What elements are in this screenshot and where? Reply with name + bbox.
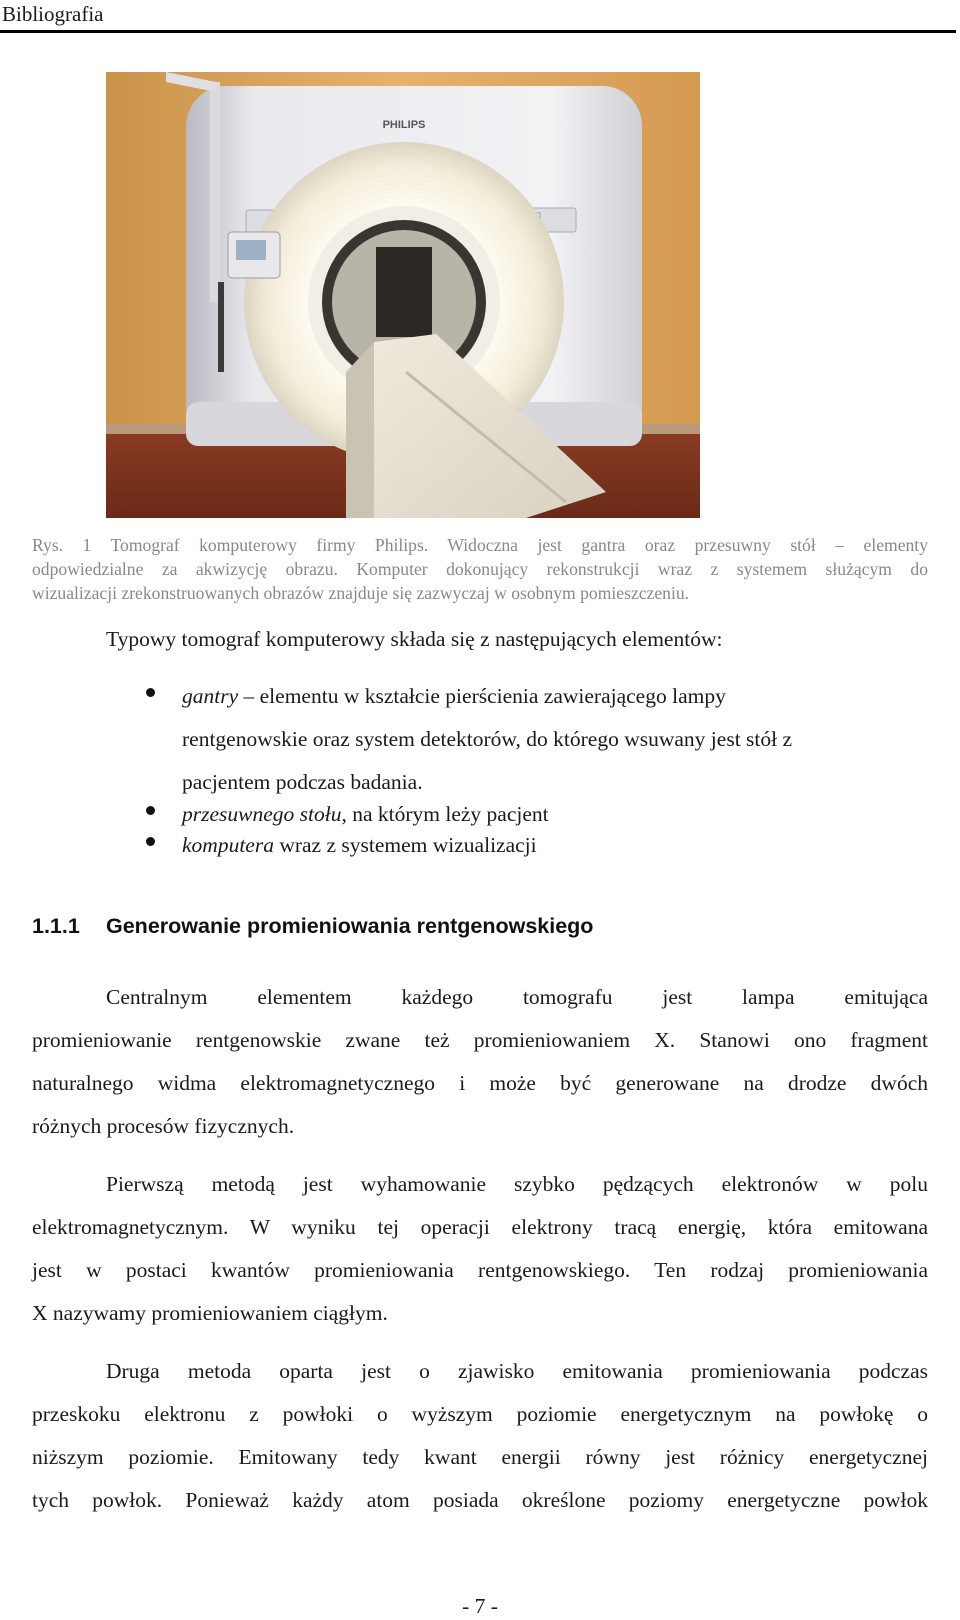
list-term: przesuwnego stołu — [182, 802, 342, 826]
list-text: , na którym leży pacjent — [341, 802, 549, 826]
paragraph-line: elektromagnetycznym. W wyniku tej operacji elektrony tracą energię, która emitowana — [32, 1215, 928, 1239]
paragraph-line: Pierwszą metodą jest wyhamowanie szybko pędzących elektronów w polu — [106, 1172, 928, 1196]
paragraph-line: naturalnego widma elektromagnetycznego i może być generowane na drodze dwóch — [32, 1071, 928, 1095]
caption-line: Rys. 1 Tomograf komputerowy firmy Philips. Widoczna jest gantra oraz przesuwny stół – elementy — [32, 535, 928, 555]
paragraph-line: Centralnym elementem każdego tomografu jest lampa emitująca — [106, 985, 928, 1009]
list-text: wraz z systemem wizualizacji — [273, 833, 537, 857]
bullet-icon — [146, 688, 155, 697]
bullet-icon — [146, 837, 155, 846]
paragraph-line: promieniowanie rentgenowskie zwane też promieniowaniem X. Stanowi ono fragment — [32, 1028, 928, 1052]
list-item-continuation: rentgenowskie oraz system detektorów, do którego wsuwany jest stół z — [182, 727, 793, 751]
list-item — [182, 684, 726, 709]
brand-label: PHILIPS — [382, 119, 426, 131]
page-number: - 7 - — [462, 1594, 498, 1618]
page-header — [0, 0, 956, 33]
section-number: 1.1.1 — [32, 914, 80, 938]
header-title: Bibliografia — [2, 2, 104, 26]
bullet-icon — [146, 806, 155, 815]
paragraph-line: tych powłok. Ponieważ każdy atom posiada określone poziomy energetyczne powłok — [32, 1488, 928, 1512]
figure-caption — [32, 533, 928, 605]
paragraph-line: X nazywamy promieniowaniem ciągłym. — [32, 1301, 388, 1325]
paragraph-line: jest w postaci kwantów promieniowania rentgenowskiego. Ten rodzaj promieniowania — [32, 1258, 928, 1282]
list-item — [182, 833, 537, 858]
intro-sentence: Typowy tomograf komputerowy składa się z następujących elementów: — [106, 627, 723, 651]
list-term: gantry — [182, 684, 239, 708]
caption-line: wizualizacji zrekonstruowanych obrazów znajduje się zazwyczaj w osobnym pomieszczeniu. — [32, 583, 690, 603]
list-term: komputera — [182, 833, 274, 857]
list-text: – elementu w kształcie pierścienia zawierającego lampy — [238, 684, 726, 708]
paragraph-line: Druga metoda oparta jest o zjawisko emitowania promieniowania podczas — [106, 1359, 928, 1383]
caption-line: odpowiedzialne za akwizycję obrazu. Komputer dokonujący rekonstrukcji wraz z systemem służącym do — [32, 559, 928, 579]
paragraph-line: przeskoku elektronu z powłoki o wyższym poziomie energetycznym na powłokę o — [32, 1402, 928, 1426]
list-item — [182, 802, 549, 827]
list-item-continuation: pacjentem podczas badania. — [182, 770, 423, 794]
paragraph-line: niższym poziomie. Emitowany tedy kwant energii równy jest różnicy energetycznej — [32, 1445, 928, 1469]
section-title: Generowanie promieniowania rentgenowskiego — [106, 914, 594, 938]
ct-scanner-photo — [106, 72, 700, 518]
section-heading — [32, 914, 593, 939]
paragraph-line: różnych procesów fizycznych. — [32, 1114, 295, 1138]
